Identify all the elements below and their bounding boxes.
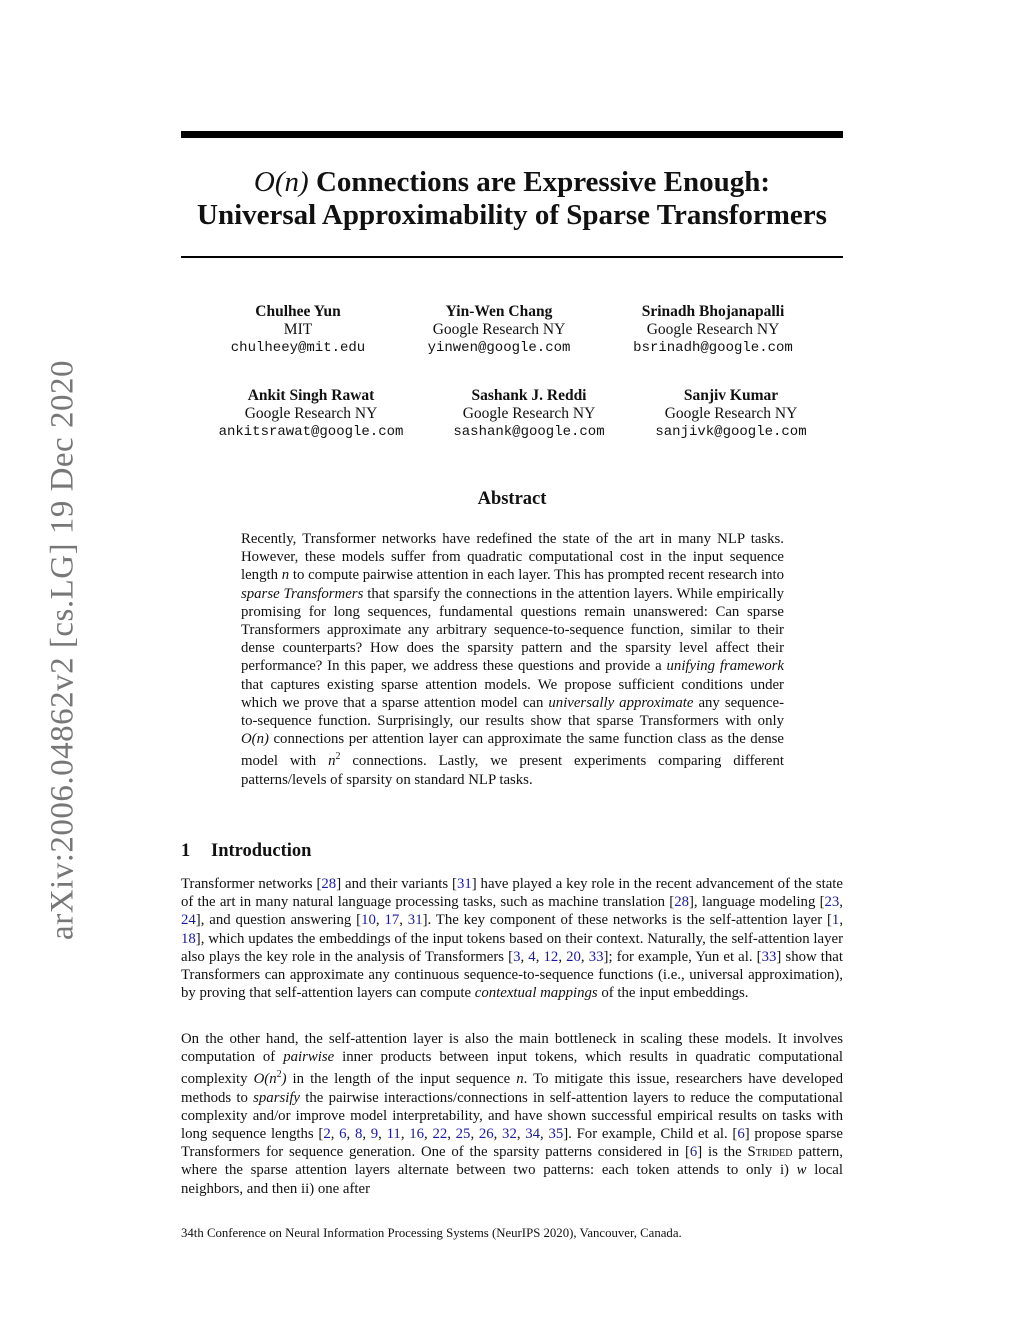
author-email[interactable]: sashank@google.com bbox=[453, 424, 605, 440]
author-affiliation: MIT bbox=[283, 321, 313, 338]
citation-link[interactable]: 9 bbox=[370, 1125, 379, 1142]
author-affiliation: Google Research NY bbox=[646, 321, 780, 338]
citation-link[interactable]: 33 bbox=[761, 948, 777, 965]
conference-footnote: 34th Conference on Neural Information Processing Systems (NeurIPS 2020), Vancouver, Canada. bbox=[181, 1226, 682, 1240]
citation-link[interactable]: 32 bbox=[502, 1125, 517, 1142]
author-email[interactable]: sanjivk@google.com bbox=[655, 424, 807, 440]
section-title: Introduction bbox=[211, 841, 312, 861]
citation-list: 2, 6, 8, 9, 11, 16, 22, 25, 26, 32, 34, 35 bbox=[323, 1125, 564, 1142]
title-rule-top bbox=[181, 131, 843, 138]
author-email[interactable]: bsrinadh@google.com bbox=[633, 340, 793, 356]
author-name: Sashank J. Reddi bbox=[471, 387, 587, 404]
citation-link[interactable]: 20 bbox=[566, 948, 581, 965]
citation-link[interactable]: 2 bbox=[323, 1125, 331, 1142]
citation-link[interactable]: 4 bbox=[528, 948, 536, 965]
author-name: Srinadh Bhojanapalli bbox=[641, 303, 785, 320]
citation-link[interactable]: 18 bbox=[181, 930, 196, 947]
citation-link[interactable]: 12 bbox=[543, 948, 559, 965]
citation-link[interactable]: 17 bbox=[384, 912, 400, 929]
citation-link[interactable]: 6 bbox=[737, 1125, 745, 1142]
citation-link[interactable]: 35 bbox=[548, 1125, 564, 1142]
citation-link[interactable]: 28 bbox=[674, 894, 689, 911]
section-number: 1 bbox=[181, 841, 191, 861]
citation-link[interactable]: 6 bbox=[689, 1144, 698, 1161]
citation-link[interactable]: 1 bbox=[831, 912, 840, 929]
author-block bbox=[191, 387, 431, 441]
citation-link[interactable]: 25 bbox=[455, 1125, 471, 1142]
title-math: O(n) bbox=[253, 166, 309, 198]
title-line1: Connections are Expressive Enough: bbox=[308, 166, 771, 198]
intro-paragraph-2: On the other hand, the self-attention layer is also the main bottleneck in scaling these models. It involves computation of pairwise inner products between input tokens, which results in quadratic computational complexity $O(n^2)$ in the length of the input sequence n. To mitigate this issue, researchers have developed methods to sparsify the pairwise interactions/connections in self-attention layers to reduce the computational complexity and/or improve model interpretability, and have shown successful empirical results on tasks with long sequence lengths [2, 6, 8, 9, 11, 16, 22, 25, 26, 32, 34, 35]. For example, Child et al. [6] propose sparse Transformers for sequence generation. One of the sparsity patterns considered in [6] is the Strided pattern, where the sparse attention layers alternate between two patterns: each token attends to only i) w local neighbors, and then ii) one after bbox=[181, 1031, 843, 1197]
author-affiliation: Google Research NY bbox=[462, 405, 596, 422]
citation-link[interactable]: 33 bbox=[588, 948, 604, 965]
author-name: Chulhee Yun bbox=[255, 303, 341, 320]
intro-paragraph-1: Transformer networks [28] and their variants [31] have played a key role in the recent advancement of the state of the art in many natural language processing tasks, such as machine translation [28], language modeling [23, 24], and question answering [10, 17, 31]. The key component of these networks is the self-attention layer [1, 18], which updates the embeddings of the input tokens based on their context. Naturally, the self-attention layer also plays the key role in the analysis of Transformers [3, 4, 12, 20, 33]; for example, Yun et al. [33] show that Transformers can approximate any continuous sequence-to-sequence functions (i.e., universal approximation), by proving that self-attention layers can compute contextual mappings of the input embeddings. bbox=[181, 876, 844, 1002]
paper-title bbox=[181, 166, 843, 232]
author-affiliation: Google Research NY bbox=[432, 321, 566, 338]
author-affiliation: Google Research NY bbox=[244, 405, 378, 422]
citation-link[interactable]: 16 bbox=[409, 1125, 425, 1142]
section-heading-introduction bbox=[181, 841, 311, 862]
citation-link[interactable]: 28 bbox=[321, 876, 337, 892]
arxiv-stamp: arXiv:2006.04862v2 [cs.LG] 19 Dec 2020 bbox=[44, 360, 81, 940]
author-affiliation: Google Research NY bbox=[664, 405, 798, 422]
citation-link[interactable]: 31 bbox=[407, 912, 423, 929]
abstract-heading: Abstract bbox=[477, 489, 547, 509]
author-email[interactable]: chulheey@mit.edu bbox=[230, 340, 366, 356]
citation-link[interactable]: 24 bbox=[181, 912, 196, 929]
citation-link[interactable]: 10 bbox=[361, 912, 376, 929]
citation-link[interactable]: 8 bbox=[354, 1125, 363, 1142]
author-email[interactable]: yinwen@google.com bbox=[427, 340, 571, 356]
author-name: Yin-Wen Chang bbox=[445, 303, 553, 320]
citation-link[interactable]: 31 bbox=[456, 876, 472, 892]
title-line2: Universal Approximability of Sparse Transformers bbox=[197, 199, 827, 231]
author-block bbox=[611, 387, 851, 441]
author-name: Ankit Singh Rawat bbox=[247, 387, 375, 404]
citation-link[interactable]: 34 bbox=[525, 1125, 541, 1142]
abstract-body: Recently, Transformer networks have redefined the state of the art in many NLP tasks. However, these models suffer from quadratic computational cost in the input sequence length n to compute pairwise attention in each layer. This has prompted recent research into sparse Transformers that sparsify the connections in the attention layers. While empirically promising for long sequences, fundamental questions remain unanswered: Can sparse Transformers approximate any arbitrary sequence-to-sequence function, similar to their dense counterparts? How does the sparsity pattern and the sparsity level affect their performance? In this paper, we address these questions and provide a unifying framework that captures existing sparse attention models. We propose sufficient conditions under which we prove that a sparse attention model can universally approximate any sequence-to-sequence function. Surprisingly, our results show that sparse Transformers with only O(n) connections per attention layer can approximate the same function class as the dense model with $n^2$ connections. Lastly, we present experiments comparing different patterns/levels of sparsity on standard NLP tasks. bbox=[241, 531, 784, 788]
author-block bbox=[379, 303, 619, 357]
author-email[interactable]: ankitsrawat@google.com bbox=[218, 424, 404, 440]
title-rule-bottom bbox=[181, 256, 843, 258]
citation-link[interactable]: 23 bbox=[824, 894, 840, 911]
author-block bbox=[593, 303, 833, 357]
citation-link[interactable]: 6 bbox=[339, 1125, 347, 1142]
citation-link[interactable]: 26 bbox=[478, 1125, 494, 1142]
author-name: Sanjiv Kumar bbox=[683, 387, 779, 404]
citation-link[interactable]: 22 bbox=[432, 1125, 448, 1142]
citation-link[interactable]: 3 bbox=[513, 948, 521, 965]
citation-link[interactable]: 11 bbox=[386, 1125, 401, 1142]
